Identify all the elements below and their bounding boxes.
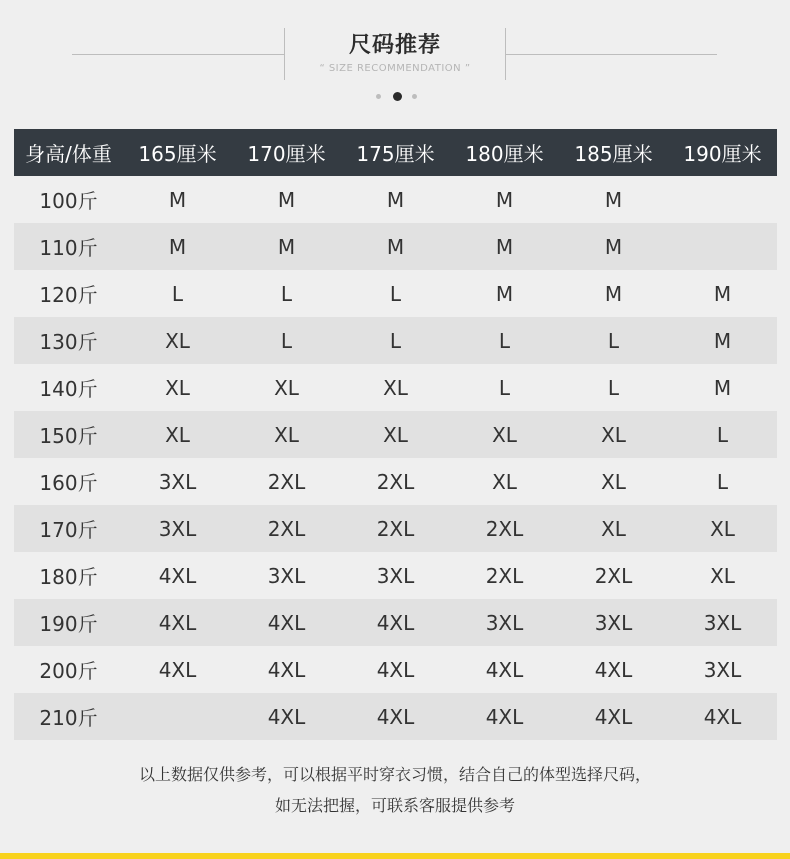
size-cell: L [716,469,729,494]
size-cell: 4XL [376,657,415,682]
column-header: 170厘米 [247,142,326,166]
size-table [14,129,777,740]
size-cell: 2XL [376,516,415,541]
accent-bar [0,853,790,859]
size-cell: 3XL [158,516,197,541]
size-cell: 4XL [485,704,524,729]
note-line-1: 以上数据仅供参考，可以根据平时穿衣习惯，结合自己的体型选择尺码， [138,765,651,784]
size-cell: 4XL [376,610,415,635]
size-cell: M [713,328,732,353]
size-cell: 4XL [485,657,524,682]
column-header: 180厘米 [465,142,544,166]
weight-cell: 110斤 [39,236,98,260]
size-cell: M [495,187,514,212]
size-cell: 4XL [158,657,197,682]
size-cell: 4XL [158,610,197,635]
size-cell: L [389,328,402,353]
size-cell: L [498,328,511,353]
size-cell: L [280,281,293,306]
size-cell: 3XL [703,657,742,682]
size-cell: M [168,234,187,259]
column-header: 185厘米 [574,142,653,166]
size-cell: 4XL [267,704,306,729]
size-cell: 3XL [703,610,742,635]
size-cell: M [495,281,514,306]
size-cell: M [604,187,623,212]
size-cell: M [168,187,187,212]
size-cell: M [604,281,623,306]
size-cell: M [713,375,732,400]
size-cell: 2XL [485,563,524,588]
size-cell: 4XL [594,704,633,729]
size-cell: 2XL [485,516,524,541]
size-cell: XL [165,328,190,353]
table-row [14,176,777,223]
size-cell: L [607,328,620,353]
size-cell: M [604,234,623,259]
weight-cell: 130斤 [39,330,98,354]
header-divider-right [506,54,717,55]
size-cell: 4XL [267,657,306,682]
size-cell: 3XL [376,563,415,588]
indicator-dot [412,94,417,99]
size-cell: 4XL [376,704,415,729]
table-row [14,458,777,505]
table-row [14,411,777,458]
table-row [14,552,777,599]
note-line-2: 如无法把握，可联系客服提供参考 [274,796,515,815]
size-cell: 4XL [267,610,306,635]
size-cell: M [495,234,514,259]
column-header: 165厘米 [138,142,217,166]
carousel-indicator [370,90,420,102]
table-row [14,270,777,317]
weight-cell: 120斤 [39,283,98,307]
size-cell: L [716,422,729,447]
size-cell: M [386,187,405,212]
indicator-dot [376,94,381,99]
table-row [14,223,777,270]
size-cell: XL [492,422,517,447]
column-header: 身高/体重 [25,142,112,166]
weight-cell: 100斤 [39,189,98,213]
table-header-row [14,129,777,176]
column-header: 175厘米 [356,142,435,166]
size-cell: 2XL [267,516,306,541]
size-cell: XL [601,422,626,447]
size-cell: M [386,234,405,259]
table-row [14,599,777,646]
size-cell: XL [383,375,408,400]
size-cell: 4XL [158,563,197,588]
size-cell: M [277,187,296,212]
size-cell: XL [601,516,626,541]
size-cell: 4XL [594,657,633,682]
header-divider-left [72,54,284,55]
size-cell: XL [274,375,299,400]
size-cell: 4XL [703,704,742,729]
size-cell: XL [383,422,408,447]
size-cell: 2XL [376,469,415,494]
column-header: 190厘米 [683,142,762,166]
size-cell: M [277,234,296,259]
size-cell: 3XL [267,563,306,588]
table-row [14,505,777,552]
weight-cell: 140斤 [39,377,98,401]
page-subtitle: “ SIZE RECOMMENDATION ” [319,63,471,74]
weight-cell: 170斤 [39,518,98,542]
size-cell: L [389,281,402,306]
indicator-dot-active [393,92,402,101]
size-cell: 2XL [594,563,633,588]
size-cell: 2XL [267,469,306,494]
table-row [14,317,777,364]
table-row [14,646,777,693]
weight-cell: 200斤 [39,659,98,683]
size-cell: XL [601,469,626,494]
size-cell: XL [165,422,190,447]
weight-cell: 190斤 [39,612,98,636]
size-cell: XL [165,375,190,400]
size-cell: 3XL [158,469,197,494]
size-cell: L [280,328,293,353]
size-cell: 3XL [594,610,633,635]
size-cell: XL [274,422,299,447]
page-title: 尺码推荐 [348,33,441,58]
size-cell: L [171,281,184,306]
size-cell: XL [710,563,735,588]
size-cell: XL [710,516,735,541]
section-header [0,0,790,110]
weight-cell: 150斤 [39,424,98,448]
weight-cell: 210斤 [39,706,98,730]
weight-cell: 160斤 [39,471,98,495]
size-cell: 3XL [485,610,524,635]
size-cell: L [498,375,511,400]
size-cell: XL [492,469,517,494]
table-row [14,364,777,411]
size-cell: M [713,281,732,306]
weight-cell: 180斤 [39,565,98,589]
table-row [14,693,777,740]
size-cell: L [607,375,620,400]
